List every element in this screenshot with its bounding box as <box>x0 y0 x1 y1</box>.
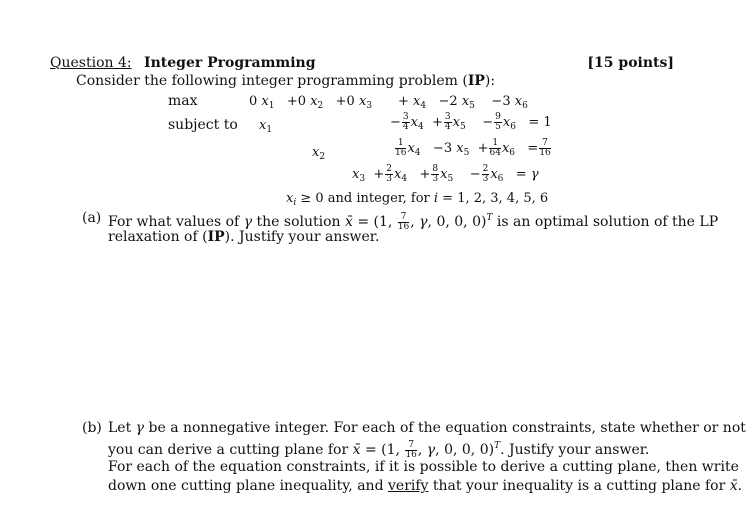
question-title: Integer Programming <box>144 55 316 71</box>
part-a-label: (a) <box>82 210 102 226</box>
question-points: [15 points] <box>587 55 674 71</box>
max-label: max <box>168 93 198 109</box>
objective-row: 0 $x_1 +0$ $x_2 +0$ $x_3$ <box>249 94 373 111</box>
part-b-line-4: down one cutting plane inequality, and verify that your inequality is a cutting plane for x̄. <box>108 478 743 494</box>
part-b-line-3: For each of the equation constraints, if it is possible to derive a cutting plane, then write <box>108 459 739 475</box>
part-b-label: (b) <box>82 420 102 436</box>
integrality-row: $x_i \ge 0$ and integer, for i = 1, 2, 3, 4, 5, 6 <box>286 191 549 208</box>
subject-to-label: subject to <box>168 117 238 133</box>
part-a-line-2: relaxation of (IP). Justify your answer. <box>108 229 380 245</box>
part-b-line-2: you can derive a cutting plane for x̄ = (1, $\frac{7}{16}$ , γ, 0, 0, 0)$^T$. Justify your answer. <box>108 439 650 460</box>
intro-text-before: Consider the following integer programming problem ( <box>76 73 468 89</box>
constraint-1-x1: $x_1$ <box>259 118 273 135</box>
constraint-2-x2: $x_2$ <box>312 145 326 162</box>
part-b-line-1: Let γ be a nonnegative integer. For each of the equation constraints, state whether or not <box>108 420 746 436</box>
part-a-line-1: For what values of γ the solution x̄ = (1, $\frac{7}{16}$ , γ, 0, 0, 0)$^T$ is an optimal solution of the LP <box>108 211 719 232</box>
objective-row-right: + $x_4 -2$ $x_5$ −3 $x_6$ <box>398 94 528 111</box>
question-header <box>50 55 316 72</box>
intro-line <box>76 73 495 90</box>
constraint-1-row: − $\frac{3}{4}$ $x_4$ + $\frac{3}{4}$ $x_5$ − $\frac{9}{5}$ $x_6 = 1$ <box>390 112 552 132</box>
constraint-3-row: $x_3$ + $\frac{2}{3}$ $x_4$ + $\frac{8}{3}$ $x_5$ − $\frac{2}{3}$ $x_6 = \gamma$ <box>352 164 539 184</box>
intro-text-after: ): <box>484 73 496 89</box>
question-label: Question 4: <box>50 55 132 71</box>
constraint-2-row: $\frac{1}{16}$ $x_4 -3$ $x_5$ + $\frac{1}{64}$ $x_6$ = $\frac{7}{16}$ <box>395 138 551 158</box>
ip-label: IP <box>467 73 485 89</box>
verify-word: verify <box>388 478 429 494</box>
